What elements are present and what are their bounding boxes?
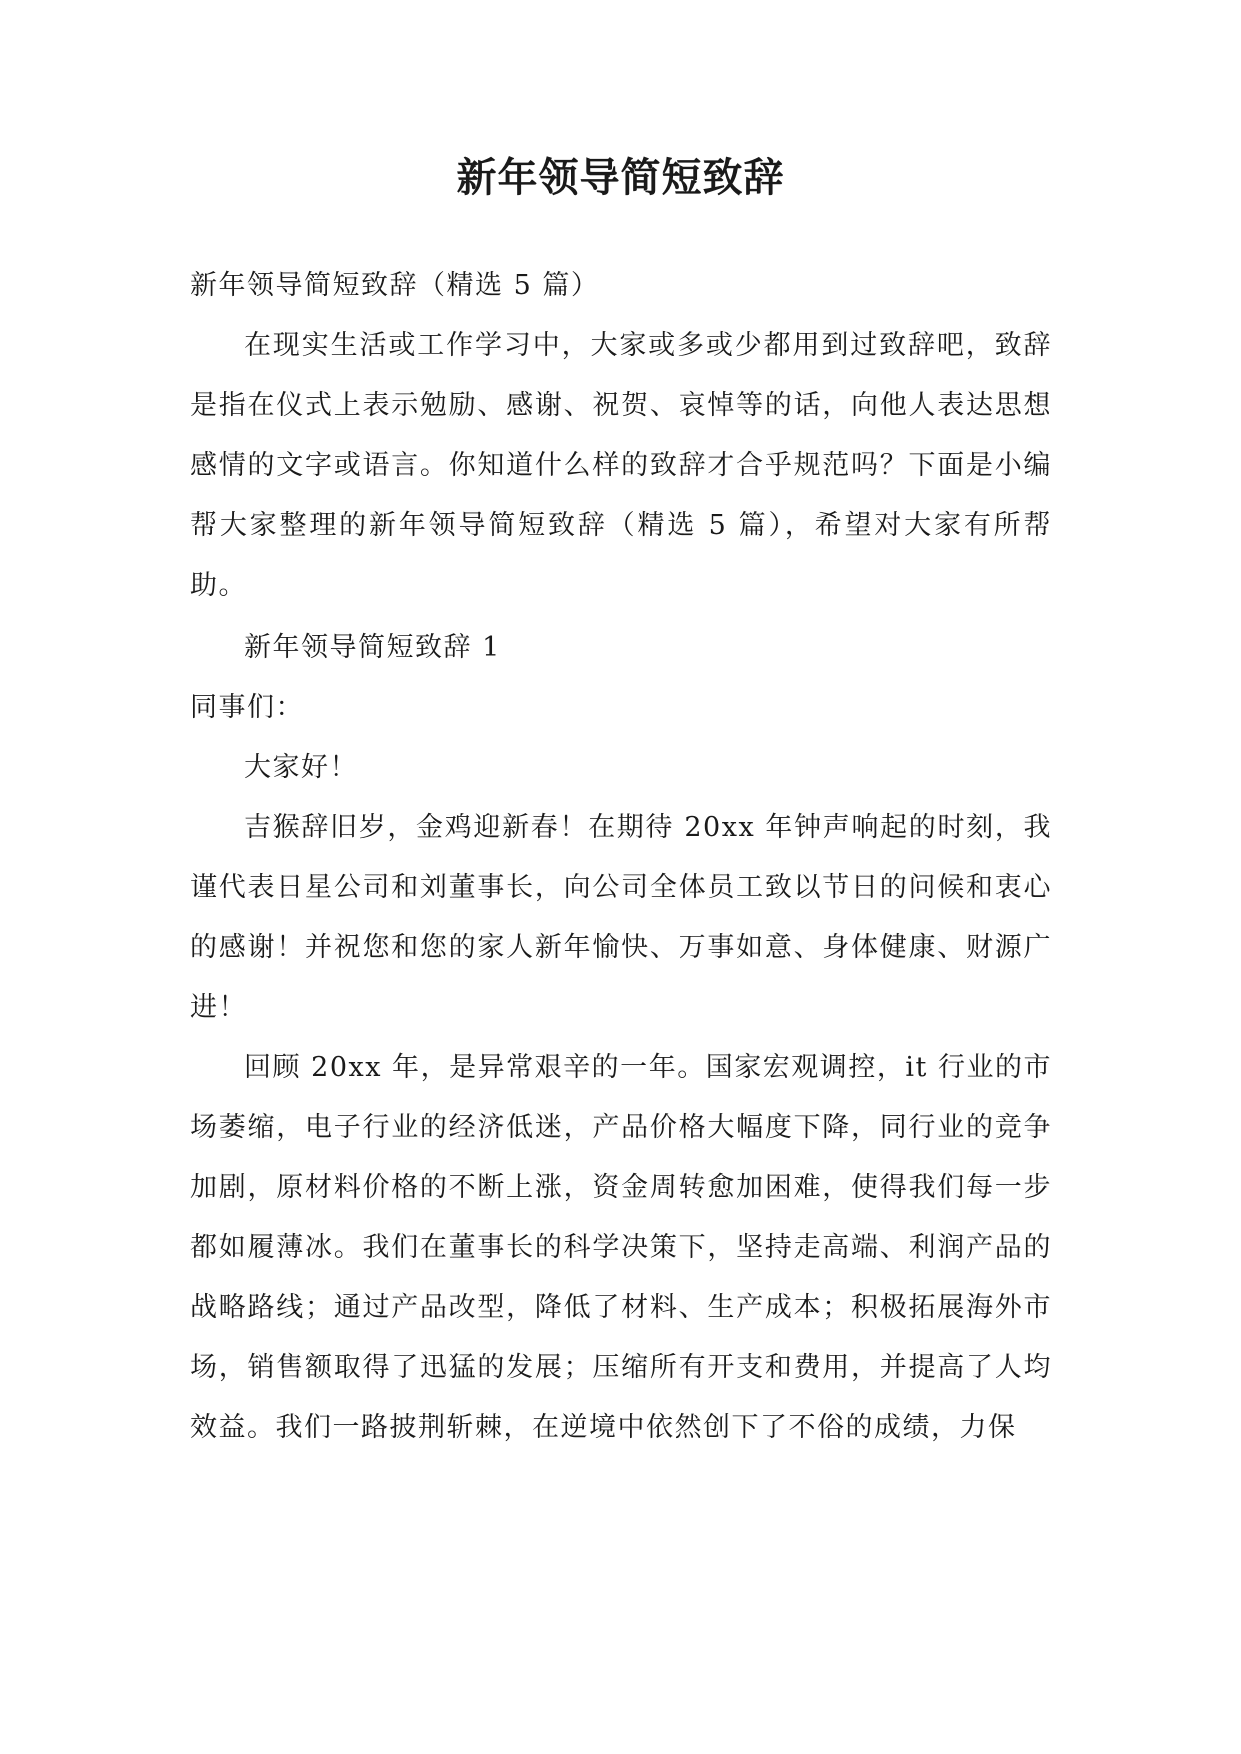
greeting: 大家好！ (244, 752, 358, 783)
salutation: 同事们： (190, 692, 304, 723)
section-1-heading: 新年领导简短致辞 1 (244, 632, 501, 663)
intro-paragraph: 在现实生活或工作学习中，大家或多或少都用到过致辞吧，致辞是指在仪式上表示勉励、感谢、祝贺、哀悼等的话，向他人表达思想感情的文字或语言。你知道什么样的致辞才合乎规范吗？下面是小编帮大家整理的新年领导简短致辞（精选 5 篇），希望对大家有所帮助。 (190, 330, 1052, 601)
section-1 (190, 618, 1052, 1458)
intro-section (190, 256, 1052, 616)
section-1-paragraph-2: 回顾 20xx 年，是异常艰辛的一年。国家宏观调控，it 行业的市场萎缩，电子行业的经济低迷，产品价格大幅度下降，同行业的竞争加剧，原材料价格的不断上涨，资金周转愈加困难，使得我们每一步都如履薄冰。我们在董事长的科学决策下，坚持走高端、利润产品的战略路线；通过产品改型，降低了材料、生产成本；积极拓展海外市场，销售额取得了迅猛的发展；压缩所有开支和费用，并提高了人均效益。我们一路披荆斩棘，在逆境中依然创下了不俗的成绩，力保 (190, 1052, 1052, 1443)
document-title: 新年领导简短致辞 (456, 154, 785, 201)
document-subtitle: 新年领导简短致辞（精选 5 篇） (190, 270, 600, 301)
section-1-paragraph-1: 吉猴辞旧岁，金鸡迎新春！在期待 20xx 年钟声响起的时刻，我谨代表日星公司和刘董事长，向公司全体员工致以节日的问候和衷心的感谢！并祝您和您的家人新年愉快、万事如意、身体健康、财源广进！ (190, 812, 1052, 1023)
